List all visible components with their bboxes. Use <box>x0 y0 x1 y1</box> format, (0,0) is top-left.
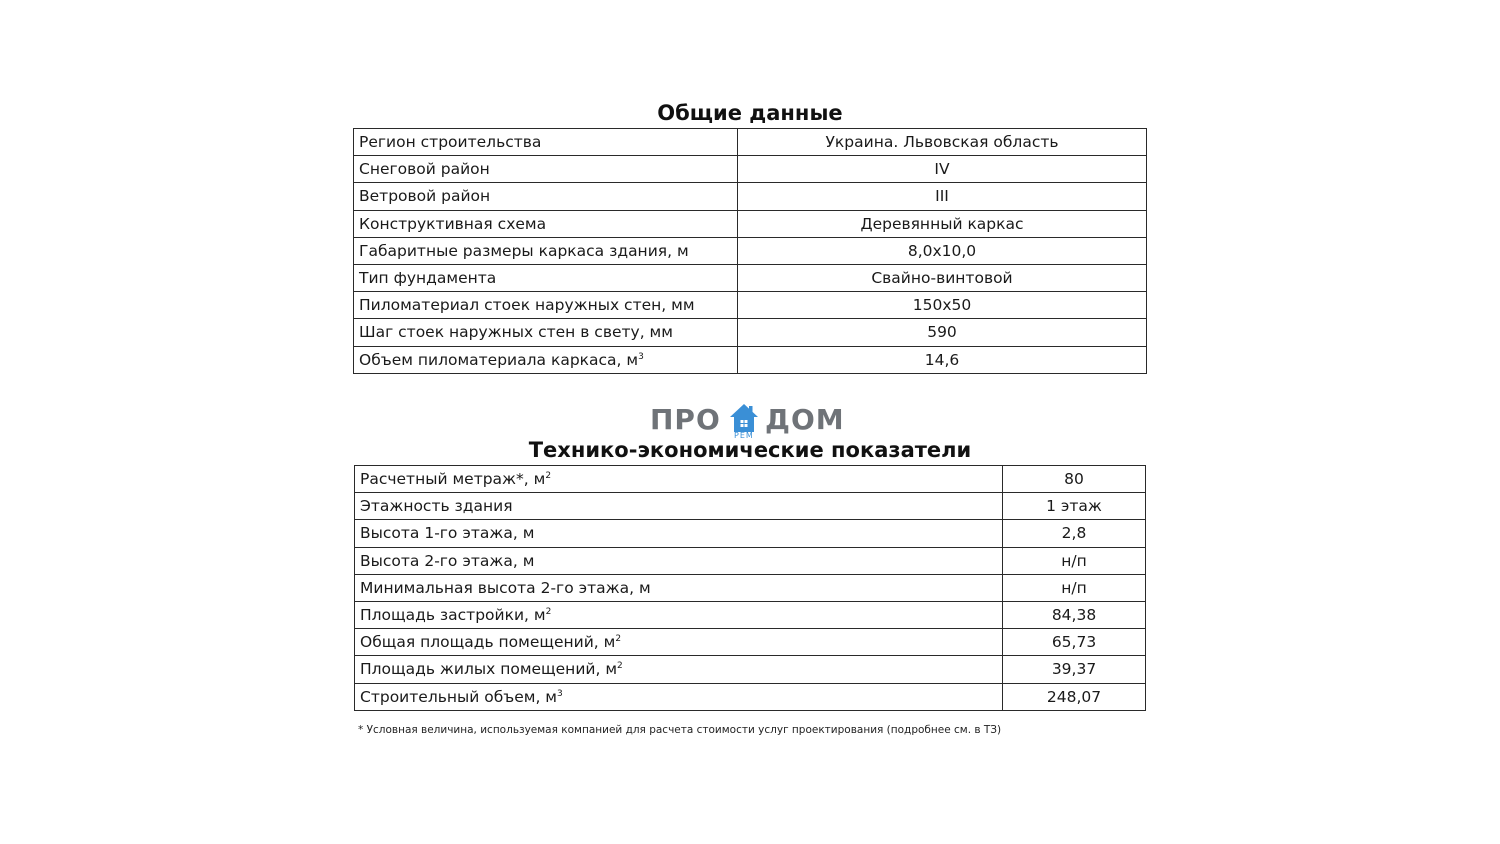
row-label <box>355 466 1003 493</box>
table-row <box>355 574 1146 601</box>
label-text: Ветровой район <box>359 187 491 206</box>
table-row <box>355 520 1146 547</box>
row-label <box>354 210 738 237</box>
row-value: 8,0х10,0 <box>738 237 1147 264</box>
label-text: Высота 2-го этажа, м <box>360 551 535 570</box>
label-text: Минимальная высота 2-го этажа, м <box>360 578 651 597</box>
row-label <box>355 574 1003 601</box>
label-text: Площадь застройки, м <box>360 606 546 625</box>
row-value: Деревянный каркас <box>738 210 1147 237</box>
row-value: н/п <box>1003 547 1146 574</box>
label-text: Объем пиломатериала каркаса, м <box>359 350 639 369</box>
row-value: н/п <box>1003 574 1146 601</box>
label-text: Габаритные размеры каркаса здания, м <box>359 241 689 260</box>
row-label <box>354 183 738 210</box>
row-label <box>354 156 738 183</box>
row-label <box>355 520 1003 547</box>
tech-indicators-table <box>354 465 1146 711</box>
table-row <box>355 466 1146 493</box>
unit-exponent: 3 <box>557 688 563 699</box>
row-value: 84,38 <box>1003 601 1146 628</box>
row-label <box>355 493 1003 520</box>
row-label <box>354 319 738 346</box>
table-row <box>354 264 1147 291</box>
row-value: 39,37 <box>1003 656 1146 683</box>
row-value: III <box>738 183 1147 210</box>
row-label <box>355 629 1003 656</box>
label-text: Тип фундамента <box>359 269 497 288</box>
unit-exponent: 2 <box>545 606 552 617</box>
table-row <box>354 129 1147 156</box>
label-text: Шаг стоек наружных стен в свету, мм <box>359 323 673 342</box>
logo-text-dom: ДОМ <box>765 403 845 436</box>
row-label <box>355 547 1003 574</box>
footnote: * Условная величина, используемая компанией для расчета стоимости услуг проектирования (подробнее см. в ТЗ) <box>358 724 1002 736</box>
tech-indicators-title: Технико-экономические показатели <box>528 438 972 462</box>
label-text: Конструктивная схема <box>359 214 547 233</box>
table-row <box>354 183 1147 210</box>
table-row <box>354 210 1147 237</box>
row-value: IV <box>738 156 1147 183</box>
table-row <box>354 156 1147 183</box>
table-row <box>354 346 1147 373</box>
house-icon <box>728 402 760 434</box>
label-text: Этажность здания <box>360 497 513 516</box>
row-label <box>354 292 738 319</box>
label-text: Строительный объем, м <box>360 687 557 706</box>
label-text: Пиломатериал стоек наружных стен, мм <box>359 296 695 315</box>
row-label <box>355 683 1003 710</box>
table-row <box>355 683 1146 710</box>
general-data-table <box>353 128 1147 374</box>
row-value: 1 этаж <box>1003 493 1146 520</box>
unit-exponent: 2 <box>545 470 552 481</box>
unit-exponent: 2 <box>617 661 623 672</box>
unit-exponent: 2 <box>615 634 622 645</box>
label-text: Площадь жилых помещений, м <box>360 660 618 679</box>
row-value: 80 <box>1003 466 1146 493</box>
label-text: Снеговой район <box>359 160 490 179</box>
row-label <box>355 601 1003 628</box>
general-data-title: Общие данные <box>657 101 843 125</box>
row-value: 248,07 <box>1003 683 1146 710</box>
table-row <box>355 493 1146 520</box>
logo-text-rem: РЕМ <box>734 431 754 440</box>
row-label <box>354 129 738 156</box>
row-label <box>354 264 738 291</box>
company-logo <box>650 402 850 440</box>
row-value: 65,73 <box>1003 629 1146 656</box>
label-text: Общая площадь помещений, м <box>360 633 616 652</box>
label-text: Расчетный метраж*, м <box>360 470 546 489</box>
row-value: 150х50 <box>738 292 1147 319</box>
table-row <box>355 601 1146 628</box>
row-value: 2,8 <box>1003 520 1146 547</box>
unit-exponent: 3 <box>638 351 644 362</box>
label-text: Регион строительства <box>359 133 542 152</box>
row-value: 590 <box>738 319 1147 346</box>
table-row <box>354 319 1147 346</box>
row-value: 14,6 <box>738 346 1147 373</box>
table-row <box>354 292 1147 319</box>
table-row <box>355 547 1146 574</box>
row-value: Свайно-винтовой <box>738 264 1147 291</box>
table-row <box>355 629 1146 656</box>
label-text: Высота 1-го этажа, м <box>360 524 535 543</box>
table-row <box>354 237 1147 264</box>
row-label <box>354 346 738 373</box>
logo-text-pro: ПРО <box>650 403 721 436</box>
row-label <box>354 237 738 264</box>
row-value: Украина. Львовская область <box>738 129 1147 156</box>
row-label <box>355 656 1003 683</box>
table-row <box>355 656 1146 683</box>
